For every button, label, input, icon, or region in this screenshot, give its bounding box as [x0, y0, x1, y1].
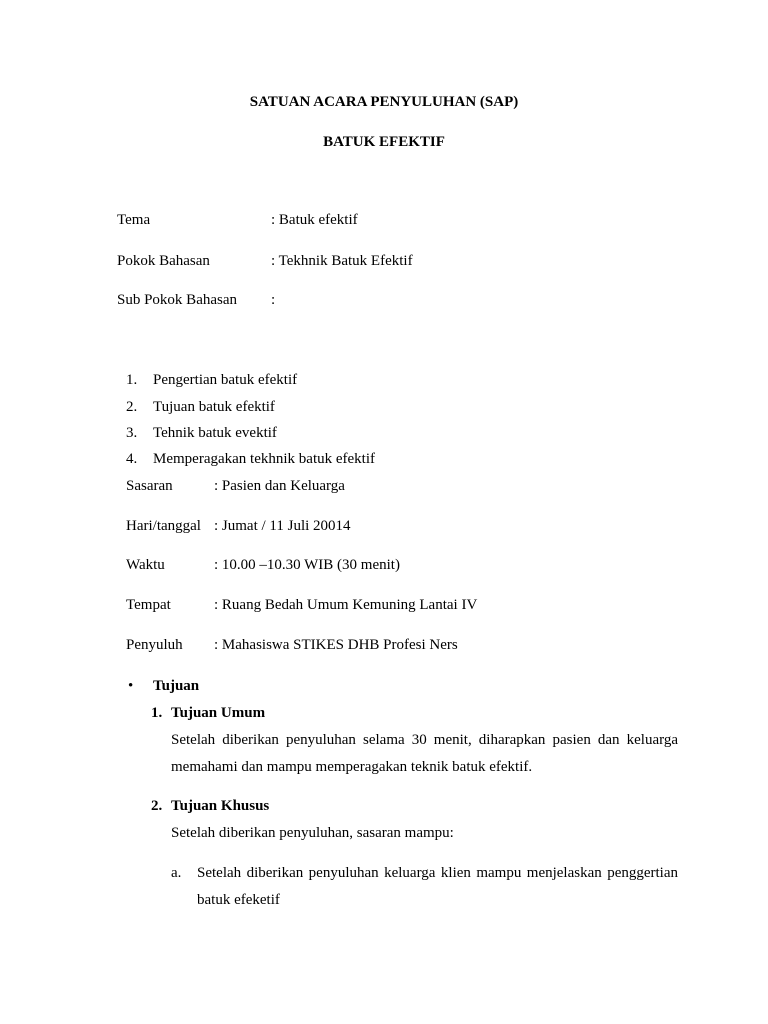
detail-label-waktu: Waktu [126, 557, 165, 573]
detail-label-penyuluh: Penyuluh [126, 637, 183, 653]
tujuan-khusus-intro: Setelah diberikan penyuluhan, sasaran mampu: [171, 825, 454, 841]
list-item-number: 4. [126, 451, 138, 467]
meta-label-tema: Tema [117, 212, 151, 228]
detail-value-waktu: : 10.00 –10.30 WIB (30 menit) [214, 557, 400, 573]
detail-label-sasaran: Sasaran [126, 478, 173, 494]
detail-value-penyuluh: : Mahasiswa STIKES DHB Profesi Ners [214, 637, 458, 653]
tujuan-khusus-heading: Tujuan Khusus [171, 798, 270, 814]
tujuan-khusus-number: 2. [151, 798, 163, 814]
tujuan-umum-number: 1. [151, 705, 163, 721]
list-item-number: 1. [126, 372, 138, 388]
detail-label-hari-tanggal: Hari/tanggal [126, 518, 201, 534]
list-item: Tehnik batuk evektif [153, 425, 277, 441]
meta-label-sub-pokok-bahasan: Sub Pokok Bahasan [117, 292, 237, 308]
list-item: Pengertian batuk efektif [153, 372, 298, 388]
tujuan-umum-heading: Tujuan Umum [171, 705, 266, 721]
detail-label-tempat: Tempat [126, 597, 171, 613]
tujuan-khusus-item-text: Setelah diberikan penyuluhan keluarga klien mampu menjelaskan penggertian batuk efeketif [197, 865, 678, 908]
detail-value-sasaran: : Pasien dan Keluarga [214, 478, 345, 494]
list-item: Tujuan batuk efektif [153, 399, 275, 415]
meta-label-pokok-bahasan: Pokok Bahasan [117, 253, 210, 269]
meta-value-pokok-bahasan: : Tekhnik Batuk Efektif [271, 253, 413, 269]
tujuan-umum-text: Setelah diberikan penyuluhan selama 30 menit, diharapkan pasien dan keluarga memahami dan mampu memperagakan teknik batuk efektif. [171, 732, 678, 775]
detail-value-hari-tanggal: : Jumat / 11 Juli 20014 [214, 518, 351, 534]
page-title: SATUAN ACARA PENYULUHAN (SAP) [249, 94, 519, 110]
meta-value-tema: : Batuk efektif [271, 212, 358, 228]
list-item-number: 3. [126, 425, 138, 441]
detail-value-tempat: : Ruang Bedah Umum Kemuning Lantai IV [214, 597, 478, 613]
bullet-icon: • [128, 678, 134, 694]
tujuan-heading: Tujuan [153, 678, 200, 694]
list-item: Memperagakan tekhnik batuk efektif [153, 451, 375, 467]
meta-value-sub-pokok-bahasan: : [271, 292, 276, 308]
list-item-number: 2. [126, 399, 138, 415]
tujuan-khusus-item-letter: a. [171, 865, 182, 881]
page-subtitle: BATUK EFEKTIF [323, 134, 445, 150]
